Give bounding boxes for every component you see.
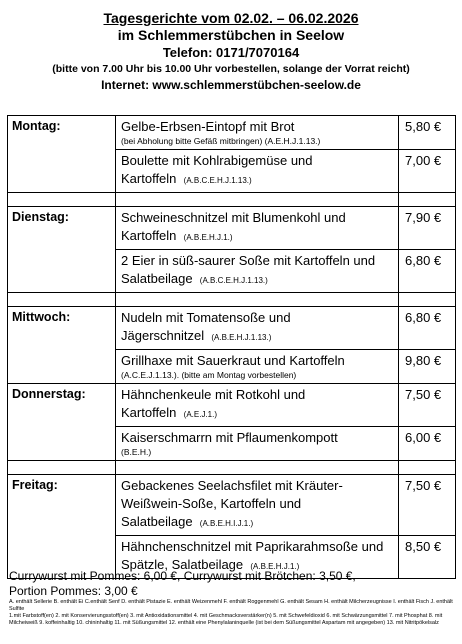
- spacer-row: [8, 193, 456, 207]
- day-tuesday: Dienstag:: [8, 207, 116, 293]
- dish-price: 5,80 €: [399, 116, 456, 150]
- dish-cell: [116, 116, 399, 150]
- dish-name: [121, 209, 395, 247]
- dish-price: 7,50 €: [399, 384, 456, 427]
- dish-name-text: 2 Eier in süß-saurer Soße mit Kartoffeln und Salatbeilage: [121, 253, 376, 286]
- allergen-legend: A. enthält Sellerie B. enthält Ei C.enthält Senf D. enthält Pistazie E. enthält Weizenmehl F. enthält Roggenmehl G. enthält Sesam H. enthält Milcherzeugnisse I. enthält Fisch J. enthält Sulfite: [9, 599, 453, 612]
- table-row: [8, 384, 456, 427]
- day-monday: Montag:: [8, 116, 116, 193]
- dish-price: 6,00 €: [399, 427, 456, 461]
- dish-cell: [116, 427, 399, 461]
- dish-price: 7,90 €: [399, 207, 456, 250]
- dish-allergens: (A.B.C.E.H.J.1.13.): [199, 276, 268, 285]
- restaurant-name: im Schlemmerstübchen in Seelow: [117, 27, 345, 43]
- dish-name-text: Boulette mit Kohlrabigemüse und Kartoffeln: [121, 153, 313, 186]
- dish-name-text: Hähnchenkeule mit Rotkohl und Kartoffeln: [121, 387, 306, 420]
- table-row: [8, 475, 456, 536]
- dish-price: 7,50 €: [399, 475, 456, 536]
- dish-allergens: (A.B.E.H.J.1.): [250, 562, 300, 571]
- dish-price: 6,80 €: [399, 307, 456, 350]
- spacer-row: [8, 293, 456, 307]
- dish-note: (A.C.E.J.1.13.). (bitte am Montag vorbestellen): [121, 370, 297, 380]
- dish-cell: [116, 384, 399, 427]
- dish-name: [121, 477, 395, 533]
- day-friday: Freitag:: [8, 475, 116, 579]
- dish-name: Gelbe-Erbsen-Eintopf mit Brot: [121, 119, 295, 134]
- menu-table: [7, 115, 456, 579]
- table-row: [8, 307, 456, 350]
- dish-name: [121, 386, 395, 424]
- dish-cell: [116, 475, 399, 536]
- dish-cell: [116, 207, 399, 250]
- dish-name-text: Schweineschnitzel mit Blumenkohl und Kartoffeln: [121, 210, 346, 243]
- website: Internet: www.schlemmerstübchen-seelow.de: [101, 78, 361, 92]
- menu-header: [0, 10, 462, 94]
- day-thursday: Donnerstag:: [8, 384, 116, 461]
- dish-allergens: (A.B.E.H.J.1.13.): [211, 333, 272, 342]
- dish-cell: [116, 150, 399, 193]
- menu-footer: [9, 569, 457, 627]
- phone-number: Telefon: 0171/7070164: [162, 45, 300, 60]
- pommes-price: Portion Pommes: 3,00 €: [9, 584, 138, 598]
- menu-title: Tagesgerichte vom 02.02. – 06.02.2026: [103, 10, 359, 26]
- dish-price: 8,50 €: [399, 536, 456, 579]
- additives-legend: 1.mit Farbstoff(en) 2. mit Konservierungsstoff(en) 3. mit Antioxidationsmittel 4. mit Geschmacksverstärker(n) 5. mit Schwefeldioxid 6. mit Schwärzungsmittel 7. mit Phosphat 8. mit Milcheiweiß 9. koffeinhaltig 10. chininhaltig 11. mit Süßungsmittel 12. enthält eine Phenylalaninquelle (ist bei dem Süßungsmittel Aspartam mit angegeben) 13. mit Nitritpökelsalz: [9, 613, 443, 626]
- dish-allergens: (A.E.J.1.): [183, 410, 217, 419]
- day-wednesday: Mittwoch:: [8, 307, 116, 384]
- dish-allergens: (A.B.E.H.I.J.1.): [199, 519, 254, 528]
- dish-price: 9,80 €: [399, 350, 456, 384]
- dish-price: 7,00 €: [399, 150, 456, 193]
- dish-price: 6,80 €: [399, 250, 456, 293]
- dish-cell: [116, 307, 399, 350]
- dish-cell: [116, 350, 399, 384]
- dish-cell: [116, 250, 399, 293]
- table-row: [8, 116, 456, 150]
- dish-allergens: (A.B.C.E.H.J.1.13.): [183, 176, 252, 185]
- dish-name: [121, 152, 395, 190]
- dish-name: Kaiserschmarrn mit Pflaumenkompott: [121, 430, 338, 445]
- table-row: [8, 207, 456, 250]
- currywurst-prices: Currywurst mit Pommes: 6,00 €, Currywurst mit Brötchen: 3,50 €,: [9, 569, 356, 583]
- dish-name: [121, 309, 395, 347]
- dish-name-text: Nudeln mit Tomatensoße und Jägerschnitzel: [121, 310, 291, 343]
- dish-name-text: Gebackenes Seelachsfilet mit Kräuter-Weißwein-Soße, Kartoffeln und Salatbeilage: [121, 478, 343, 529]
- spacer-row: [8, 461, 456, 475]
- order-note: (bitte von 7.00 Uhr bis 10.00 Uhr vorbestellen, solange der Vorrat reicht): [52, 63, 410, 75]
- dish-name: Grillhaxe mit Sauerkraut und Kartoffeln: [121, 353, 345, 368]
- dish-allergens: (B.E.H.): [121, 447, 152, 457]
- dish-allergens: (A.B.E.H.J.1.): [183, 233, 233, 242]
- dish-name: [121, 252, 395, 290]
- dish-name-text: Hähnchenschnitzel mit Paprikarahmsoße und Spätzle, Salatbeilage: [121, 539, 384, 572]
- dish-note: (bei Abholung bitte Gefäß mitbringen) (A.E.H.J.1.13.): [121, 136, 321, 146]
